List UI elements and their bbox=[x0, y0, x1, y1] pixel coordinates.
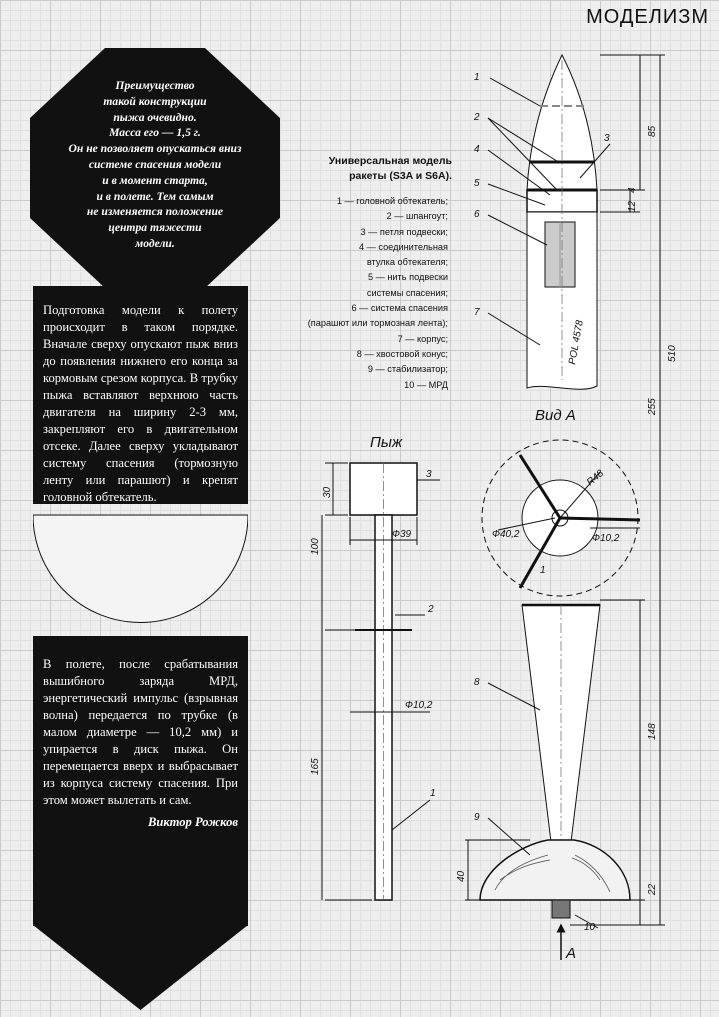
part-label: 9 bbox=[474, 812, 480, 823]
part-label: 5 bbox=[474, 178, 480, 189]
part-label: 3 bbox=[604, 133, 610, 144]
preparation-text: Подготовка модели к полету происходит в таком порядке. Вначале сверху опускают пыж вниз до появления нижнего его конца за кормовым срезом корпуса. В трубку пыжа вставляют верхнюю часть двигателя на ширину 2-3 мм, закрепляют его в двигательном отсеке. Далее сверху укладывают систему спасения (тормозную ленту или парашют) и крепят головной обтекатель. bbox=[43, 303, 238, 504]
dim-30: 30 bbox=[322, 486, 333, 498]
pyzh-part-label: 1 bbox=[430, 788, 436, 799]
badge-line: и в полете. Тем самым bbox=[96, 189, 214, 203]
stabilizer bbox=[480, 840, 630, 900]
part-label: 1 bbox=[474, 72, 480, 83]
parts-list-item: 1 — головной обтекатель; bbox=[336, 196, 448, 206]
badge-line: Преимущество bbox=[115, 79, 195, 92]
parts-list-item: 7 — корпус; bbox=[397, 333, 448, 344]
body-marking: POL 4578 bbox=[567, 319, 586, 366]
dim-22: 22 bbox=[647, 883, 658, 895]
parts-list-item: 9 — стабилизатор; bbox=[367, 364, 448, 375]
section-header: МОДЕЛИЗМ bbox=[586, 6, 709, 28]
badge-line: модели. bbox=[135, 236, 175, 250]
part-label: 7 bbox=[474, 307, 480, 318]
part-label: 6 bbox=[474, 209, 480, 220]
dim-phi39: Ф39 bbox=[392, 529, 412, 540]
dim-85: 85 bbox=[647, 125, 658, 137]
badge-line: Масса его — 1,5 г. bbox=[109, 126, 201, 140]
dim-phi10-2b: Ф10,2 bbox=[592, 533, 620, 544]
pyzh-label: Пыж bbox=[370, 434, 403, 451]
dim-phi10-2: Ф10,2 bbox=[405, 700, 433, 711]
parts-list-item: 4 — соединительная bbox=[358, 241, 448, 252]
badge-line: пыжа очевидно. bbox=[113, 110, 197, 124]
parts-list-item: 2 — шпангоут; bbox=[386, 211, 448, 222]
dim-255: 255 bbox=[647, 398, 658, 415]
dim-148: 148 bbox=[647, 723, 658, 740]
part-label: 10 bbox=[584, 922, 596, 933]
part-label: 8 bbox=[474, 677, 480, 688]
badge-line: Он не позволяет опускаться вниз bbox=[68, 142, 242, 156]
pyzh-part-label: 3 bbox=[426, 469, 432, 480]
dim-40: 40 bbox=[456, 870, 467, 882]
part-label: 4 bbox=[474, 144, 480, 155]
dim-r48: R48 bbox=[584, 468, 606, 489]
motor bbox=[552, 900, 570, 918]
parts-list-item: 8 — хвостовой конус; bbox=[356, 348, 448, 359]
parts-list-item: 5 — нить подвески bbox=[367, 272, 448, 283]
parts-list-item: системы спасения; bbox=[366, 287, 448, 298]
badge-line: и в момент старта, bbox=[102, 173, 208, 187]
author-name: Виктор Рожков bbox=[147, 815, 238, 829]
badge-line: такой конструкции bbox=[103, 94, 207, 108]
parts-list-item: втулка обтекателя; bbox=[366, 257, 448, 268]
view-a-label: Вид А bbox=[535, 407, 576, 424]
arrow-a-label: А bbox=[566, 945, 577, 962]
badge-line: не изменяется положение bbox=[86, 205, 224, 219]
badge-line: центра тяжести bbox=[108, 221, 202, 235]
flight-text: В полете, после срабатывания вышибного заряда МРД, энергетический импульс (взрывная волна) передается по трубке (в малом диаметре — 10,2 мм) и упирается в диск пыжа. Он перемещается вверх и выбрасывает из корпуса систему спасения. При этом может вылетать и сам. bbox=[43, 657, 238, 807]
dim-phi40-2: Ф40,2 bbox=[492, 529, 520, 540]
dim-510: 510 bbox=[667, 345, 678, 362]
badge-line: системе спасения модели bbox=[88, 157, 222, 171]
spec-title-line: ракеты (S3A и S6A). bbox=[349, 170, 452, 182]
parts-list-item: 6 — система спасения bbox=[351, 303, 448, 314]
dim-165: 165 bbox=[310, 758, 321, 775]
parts-list-item: (парашют или тормозная лента); bbox=[307, 318, 448, 329]
pyzh-part-label: 2 bbox=[428, 604, 434, 615]
parts-list-item: 3 — петля подвески; bbox=[360, 226, 448, 237]
part-label: 2 bbox=[474, 112, 480, 123]
dim-12: 12 bbox=[627, 200, 638, 212]
dim-100: 100 bbox=[310, 538, 321, 555]
spec-title-line: Универсальная модель bbox=[328, 155, 452, 167]
dim-1: 1 bbox=[540, 565, 546, 576]
dim-4: 4 bbox=[627, 187, 638, 193]
parts-list-item: 10 — МРД bbox=[404, 379, 448, 390]
